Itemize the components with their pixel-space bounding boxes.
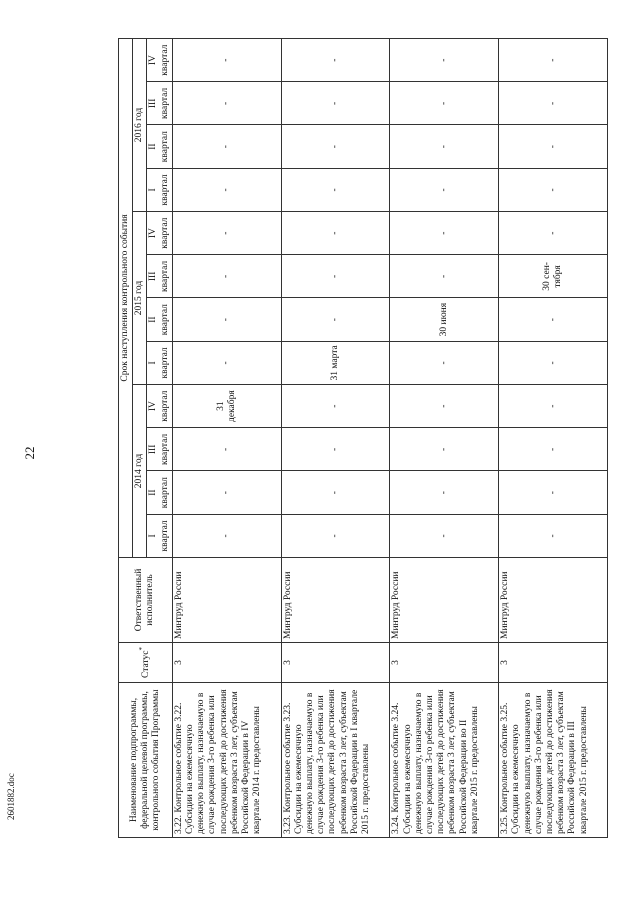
header-quarter: II квартал <box>147 471 172 514</box>
deadline-cell: 30 июня <box>390 298 499 341</box>
event-status: 3 <box>281 643 390 683</box>
deadline-cell: - <box>281 255 390 298</box>
deadline-cell: - <box>281 471 390 514</box>
header-quarter: I квартал <box>147 168 172 211</box>
deadline-cell: - <box>499 341 608 384</box>
event-status: 3 <box>499 643 608 683</box>
header-quarter: IV квартал <box>147 385 172 428</box>
deadline-cell: - <box>281 428 390 471</box>
event-executor: Минтруд России <box>499 558 608 643</box>
deadline-cell: - <box>281 385 390 428</box>
header-quarter: III квартал <box>147 82 172 125</box>
deadline-cell: - <box>281 125 390 168</box>
header-status <box>119 643 173 683</box>
deadline-cell: - <box>281 82 390 125</box>
deadline-cell: 31 марта <box>281 341 390 384</box>
deadline-cell: - <box>390 39 499 82</box>
header-year-2014: 2014 год <box>133 385 147 558</box>
deadline-cell: - <box>172 298 281 341</box>
header-quarter: II квартал <box>147 125 172 168</box>
deadline-cell: 30 сен-тября <box>499 255 608 298</box>
event-name: 3.23. Контрольное событие 3.23. Субсидии на ежемесячную денежную выплату, назначаемую в случае рождения 3-го ребенка или последующих детей до достижения ребенком возраста 3 лет, субъектам Российской Федерации в I квартале 2015 г. предоставлены <box>281 683 390 838</box>
header-quarter: III квартал <box>147 255 172 298</box>
deadline-cell: - <box>281 39 390 82</box>
deadline-cell: - <box>499 39 608 82</box>
event-executor: Минтруд России <box>390 558 499 643</box>
header-quarter: II квартал <box>147 298 172 341</box>
table-row <box>499 39 608 838</box>
deadline-cell: - <box>172 255 281 298</box>
table-row <box>390 39 499 838</box>
event-executor: Минтруд России <box>172 558 281 643</box>
deadline-cell: - <box>499 428 608 471</box>
header-executor: Ответственный исполнитель <box>119 558 173 643</box>
deadline-cell: 31 декабря <box>172 385 281 428</box>
deadline-cell: - <box>390 212 499 255</box>
header-quarter: IV квартал <box>147 39 172 82</box>
header-status-mark: * <box>138 647 147 651</box>
deadline-cell: - <box>390 255 499 298</box>
event-name: 3.25. Контрольное событие 3.25. Субсидии на ежемесячную денежную выплату, назначаемую в случае рождения 3-го ребенка или последующих детей до достижения ребенком возраста 3 лет, субъектам Российской Федерации в III квартале 2015 г. предоставлены <box>499 683 608 838</box>
deadline-cell: - <box>390 514 499 557</box>
deadline-cell: - <box>499 514 608 557</box>
event-name: 3.24. Контрольное событие 3.24. Субсидии на ежемесячную денежную выплату, назначаемую в случае рождения 3-го ребенка или последующих детей до достижения ребенком возраста 3 лет, субъектам Российской Федерации во II квартале 2015 г. предоставлены <box>390 683 499 838</box>
table-row <box>281 39 390 838</box>
document-filename: 2601882.doc <box>6 773 16 820</box>
deadline-cell: - <box>390 385 499 428</box>
header-quarter: III квартал <box>147 428 172 471</box>
deadline-cell: - <box>390 82 499 125</box>
deadline-cell: - <box>499 385 608 428</box>
header-year-2016: 2016 год <box>133 39 147 212</box>
deadline-cell: - <box>281 168 390 211</box>
deadline-cell: - <box>499 212 608 255</box>
deadline-cell: - <box>499 471 608 514</box>
deadline-cell: - <box>172 125 281 168</box>
rotated-table-container <box>118 38 608 838</box>
deadline-cell: - <box>499 298 608 341</box>
deadline-cell: - <box>390 471 499 514</box>
header-row-1 <box>119 39 133 838</box>
deadline-cell: - <box>281 298 390 341</box>
header-quarter: IV квартал <box>147 212 172 255</box>
deadline-cell: - <box>281 514 390 557</box>
deadline-cell: - <box>499 168 608 211</box>
header-quarter: I квартал <box>147 514 172 557</box>
header-quarter: I квартал <box>147 341 172 384</box>
event-executor: Минтруд России <box>281 558 390 643</box>
deadline-cell: - <box>390 125 499 168</box>
deadline-cell: - <box>172 471 281 514</box>
deadline-cell: - <box>281 212 390 255</box>
deadline-cell: - <box>499 82 608 125</box>
deadline-cell: - <box>390 168 499 211</box>
header-status-label: Статус <box>141 650 152 678</box>
deadline-cell: - <box>390 341 499 384</box>
deadline-cell: - <box>172 428 281 471</box>
event-status: 3 <box>172 643 281 683</box>
control-events-table <box>118 38 608 838</box>
header-year-2015: 2015 год <box>133 212 147 385</box>
deadline-cell: - <box>390 428 499 471</box>
header-deadline: Срок наступления контрольного события <box>119 39 133 558</box>
deadline-cell: - <box>172 39 281 82</box>
event-name: 3.22. Контрольное событие 3.22. Субсидии на ежемесячную денежную выплату, назначаемую в случае рождения 3-го ребенка или последующих детей до достижения ребенком возраста 3 лет, субъектам Российской Федерации в IV квартале 2014 г. предоставлены <box>172 683 281 838</box>
event-status: 3 <box>390 643 499 683</box>
deadline-cell: - <box>172 514 281 557</box>
page-number: 22 <box>22 446 37 460</box>
deadline-cell: - <box>172 168 281 211</box>
deadline-cell: - <box>172 212 281 255</box>
deadline-cell: - <box>499 125 608 168</box>
table-row <box>172 39 281 838</box>
deadline-cell: - <box>172 82 281 125</box>
header-name: Наименование подпрограммы, федеральной целевой программы, контрольного события Программы <box>119 683 173 838</box>
deadline-cell: - <box>172 341 281 384</box>
